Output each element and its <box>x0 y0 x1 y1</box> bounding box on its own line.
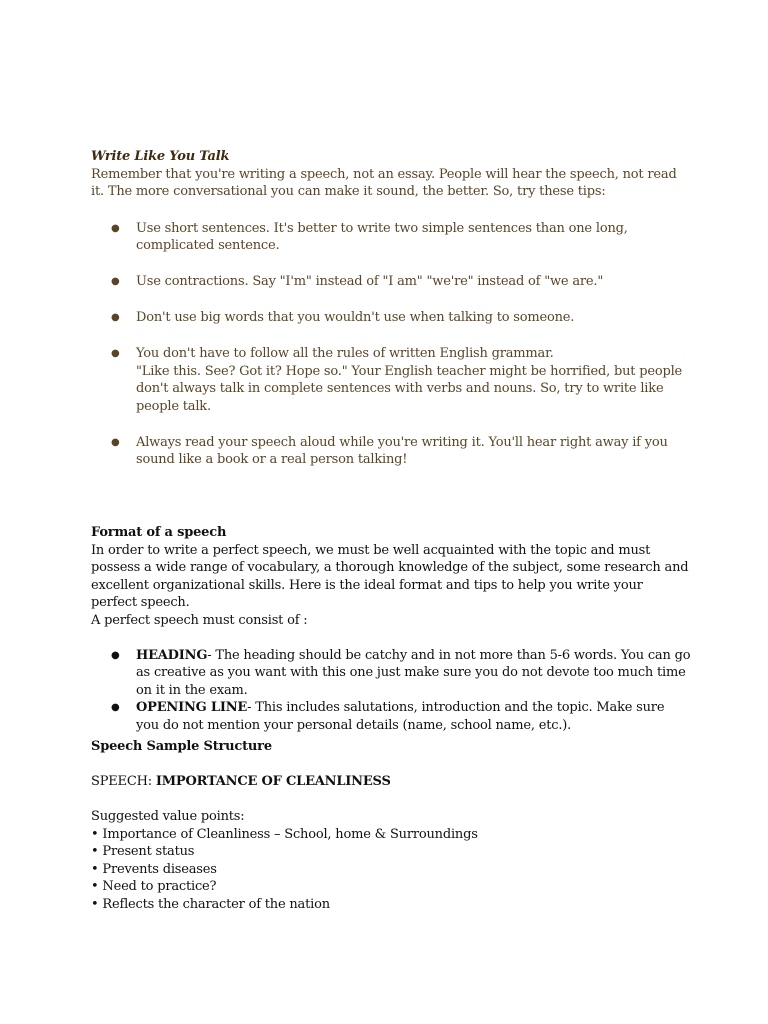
bullet-icon: ● <box>111 348 120 359</box>
tip-text: Use short sentences. It's better to write two simple sentences than one long, complicated sentence. <box>136 220 628 253</box>
speech-sample-section <box>91 738 691 913</box>
bullet-icon: ● <box>111 276 120 287</box>
tip-item <box>91 220 691 255</box>
section-title: Speech Sample Structure <box>91 739 272 754</box>
write-like-you-talk-section <box>91 148 691 487</box>
bullet-icon: ● <box>111 649 120 661</box>
value-point: • Prevents diseases <box>91 861 217 877</box>
format-item-lead: OPENING LINE <box>136 700 248 715</box>
tip-item <box>91 345 691 415</box>
tip-item <box>91 434 691 469</box>
bullet-icon: ● <box>111 222 120 234</box>
speech-heading <box>91 773 691 791</box>
format-item-text: - This includes salutations, introduction and the topic. Make sure you do not mention your personal details (name, school name, etc.). <box>136 700 665 733</box>
format-item-lead: HEADING <box>136 647 208 663</box>
section-title: Format of a speech <box>91 525 227 540</box>
tip-item <box>91 309 691 327</box>
tip-continuation: "Like this. See? Got it? Hope so." Your English teacher might be horrified, but people don't always talk in complete sentences with verbs and nouns. So, try to write like people talk. <box>136 363 683 414</box>
tip-text: Don't use big words that you wouldn't use when talking to someone. <box>136 310 575 325</box>
bullet-icon: ● <box>111 312 120 323</box>
consist-line: A perfect speech must consist of : <box>91 612 308 628</box>
format-item <box>91 699 691 734</box>
format-item-text: - The heading should be catchy and in not more than 5-6 words. You can go as creative as you want with this one just make sure you do not devote too much time on it in the exam. <box>136 647 691 698</box>
tips-list <box>91 220 691 469</box>
value-point: • Reflects the character of the nation <box>91 896 330 912</box>
value-points-list <box>91 826 691 914</box>
tip-text: You don't have to follow all the rules of written English grammar. <box>136 346 554 361</box>
format-item <box>91 647 691 700</box>
bullet-icon: ● <box>111 436 120 448</box>
value-point: • Present status <box>91 844 195 859</box>
format-list <box>91 647 691 735</box>
value-point: • Importance of Cleanliness – School, home & Surroundings <box>91 826 478 842</box>
format-of-speech-section <box>91 524 691 734</box>
tip-text: Use contractions. Say "I'm" instead of "I am" "we're" instead of "we are." <box>136 274 604 289</box>
tip-text: Always read your speech aloud while you're writing it. You'll hear right away if you sound like a book or a real person talking! <box>136 434 668 467</box>
points-heading: Suggested value points: <box>91 809 245 824</box>
speech-topic: IMPORTANCE OF CLEANLINESS <box>155 774 391 789</box>
speech-prefix: SPEECH: <box>91 774 156 789</box>
bullet-icon: ● <box>111 702 120 713</box>
section-intro: Remember that you're writing a speech, not an essay. People will hear the speech, not read it. The more conversational you can make it sound, the better. So, try these tips: <box>91 166 677 199</box>
tip-item <box>91 273 691 291</box>
section-intro: In order to write a perfect speech, we must be well acquainted with the topic and must possess a wide range of vocabulary, a thorough knowledge of the subject, some research and excellent organizational skills. Here is the ideal format and tips to help you write your perfect speech. <box>91 542 689 610</box>
section-title: Write Like You Talk <box>91 149 230 164</box>
value-point: • Need to practice? <box>91 879 217 894</box>
